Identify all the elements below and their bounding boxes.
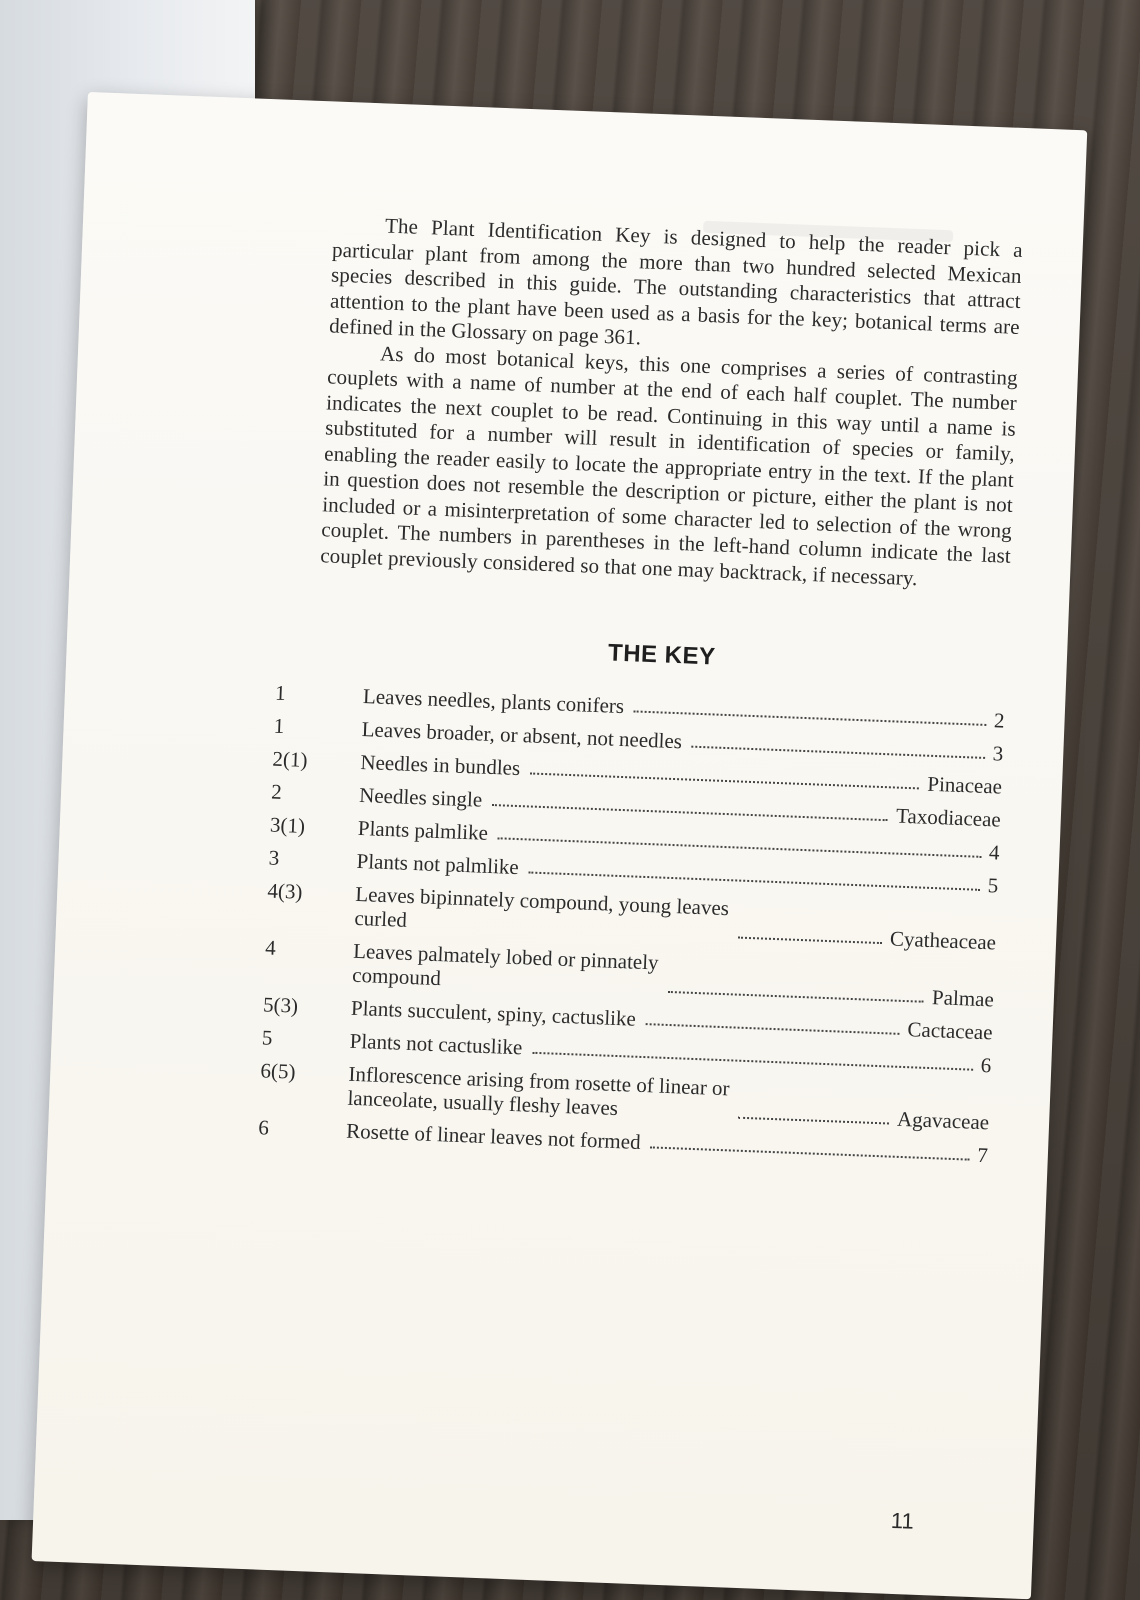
key-list xyxy=(258,681,1005,1168)
couplet-target: Cactaceae xyxy=(907,1017,994,1045)
couplet-target: 3 xyxy=(992,741,1004,766)
couplet-number: 6 xyxy=(257,1115,270,1140)
dot-leader xyxy=(498,837,981,858)
page-content xyxy=(257,212,1024,1177)
couplet-target: Cyatheaceae xyxy=(889,926,997,955)
couplet-text: Leaves broader, or absent, not needles xyxy=(361,716,683,754)
dot-leader xyxy=(634,710,986,726)
couplet-number: 5(3) xyxy=(262,992,299,1018)
couplet-number: 2 xyxy=(270,779,283,804)
couplet-number: 1 xyxy=(274,680,287,706)
book-page xyxy=(32,92,1088,1599)
couplet-number: 6(5) xyxy=(260,1058,297,1084)
dot-leader xyxy=(692,746,985,759)
intro-paragraph-2: As do most botanical keys, this one comprises a series of contrasting couplets with a name of number at the end of each half couplet. The number indicates the next couplet to be read. Continuing in this way until a name is substituted for a number will result in identification of species or family, enabling the reader easily to locate the appropriate entry in the text. If the plant in question does not resemble the description or picture, either the plant is not included or a misinterpretation of some character led to selection of the wrong couplet. The numbers in parentheses in the left-hand column indicate the last couplet previously considered so that one may backtrack, if necessary. xyxy=(319,340,1019,590)
intro-paragraph-1: The Plant Identification Key is designed to help the reader pick a particular plant from among the more than two hundred selected Mexican species described in this guide. The outstanding characteristics that attract attention to the plant have been used as a basis for the key; botanical terms are defined in the Glossary on page 361. xyxy=(328,213,1024,350)
couplet-target: 7 xyxy=(976,1142,989,1168)
couplet-text: Needles in bundles xyxy=(360,749,521,781)
couplet-text: Plants succulent, spiny, cactuslike xyxy=(350,995,637,1031)
couplet-text: Inflorescence arising from rosette of linear or lanceolate, usually fleshy leaves xyxy=(347,1061,731,1121)
dot-leader xyxy=(667,991,924,1003)
couplet-target: 4 xyxy=(988,840,1000,865)
couplet-text: Leaves bipinnately compound, young leaves curled xyxy=(354,881,730,932)
couplet-target: 5 xyxy=(987,873,999,898)
dot-leader xyxy=(528,871,979,890)
couplet-number: 4(3) xyxy=(267,878,303,904)
couplet-text: Leaves needles, plants conifers xyxy=(362,684,625,719)
page-number: 11 xyxy=(890,1507,915,1534)
couplet-text: Plants not cactuslike xyxy=(349,1028,523,1060)
couplet-text: Rosette of linear leaves not formed xyxy=(345,1118,642,1154)
dot-leader xyxy=(738,937,882,945)
couplet-text: Plants palmlike xyxy=(357,815,489,845)
couplet-target: Agavaceae xyxy=(896,1106,990,1135)
couplet-text: Needles single xyxy=(358,782,483,812)
couplet-text: Plants not palmlike xyxy=(356,848,520,880)
couplet-number: 5 xyxy=(261,1025,273,1050)
key-heading: THE KEY xyxy=(607,639,717,671)
couplet-target: 2 xyxy=(993,708,1006,733)
couplet-number: 2(1) xyxy=(272,746,308,772)
couplet-number: 3(1) xyxy=(269,812,306,838)
couplet-number: 1 xyxy=(273,713,285,738)
couplet-number: 3 xyxy=(268,845,280,870)
dot-leader xyxy=(532,1052,973,1071)
dot-leader xyxy=(492,804,888,821)
couplet-number: 4 xyxy=(264,935,277,960)
dot-leader xyxy=(738,1117,889,1125)
dot-leader xyxy=(530,772,919,789)
couplet-text: Leaves palmately lobed or pinnately compound xyxy=(351,938,660,991)
couplet-target: Taxodiaceae xyxy=(895,803,1002,832)
couplet-target: Pinaceae xyxy=(926,771,1003,799)
couplet-target: Palmae xyxy=(931,985,995,1012)
dot-leader xyxy=(650,1146,969,1160)
dot-leader xyxy=(646,1023,900,1035)
couplet-target: 6 xyxy=(980,1052,992,1078)
